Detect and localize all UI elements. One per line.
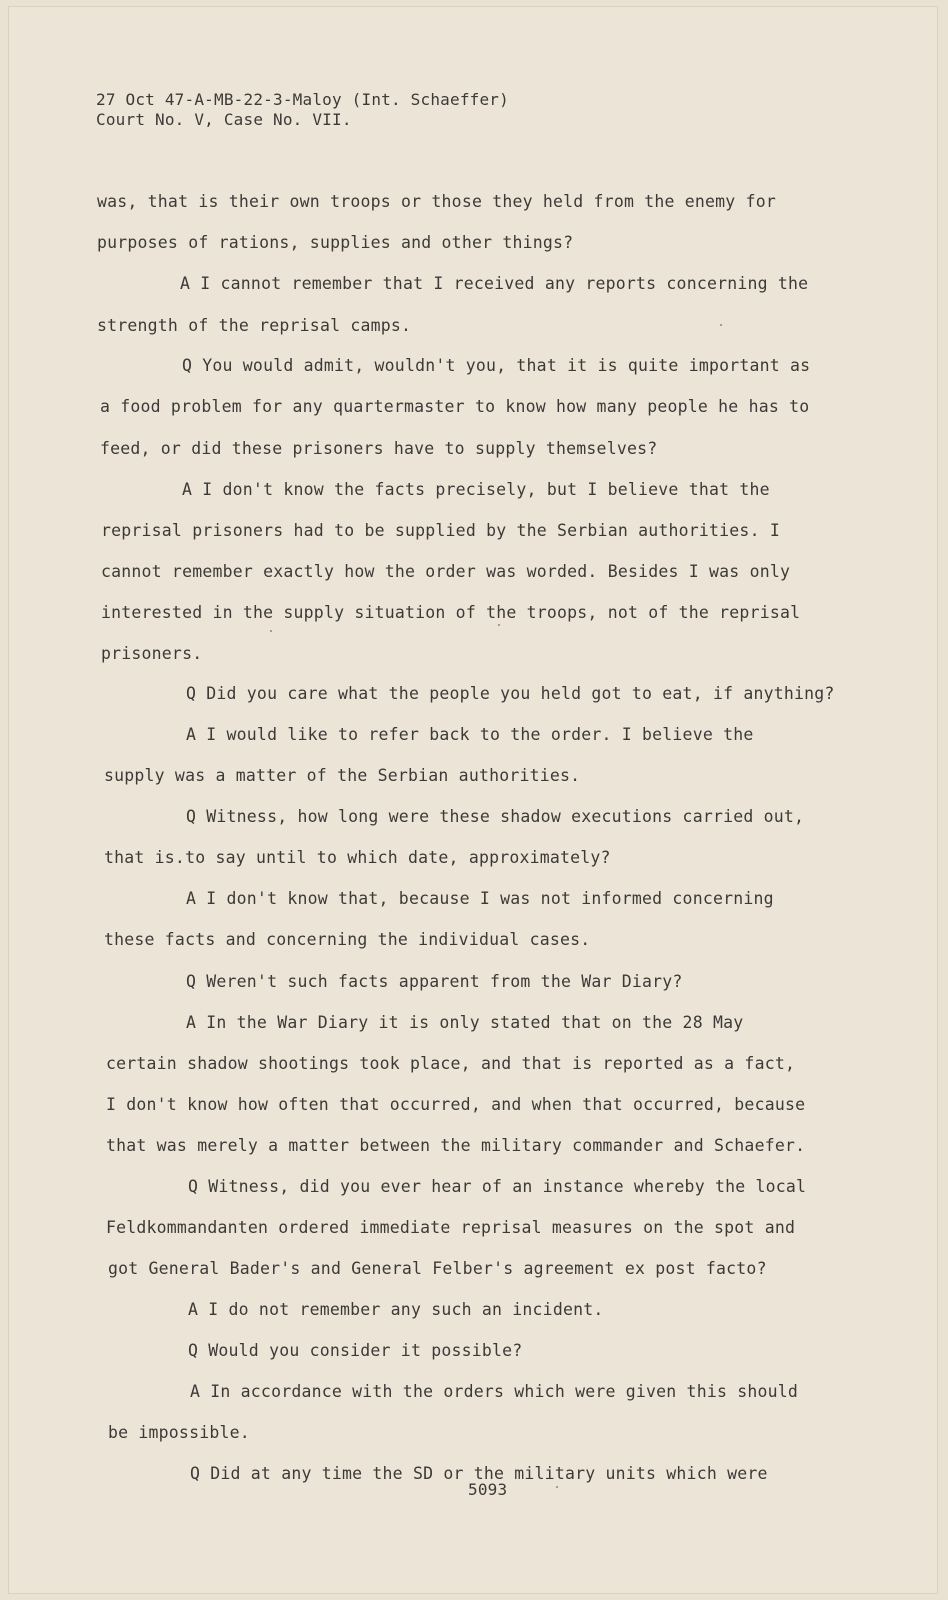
transcript-line: feed, or did these prisoners have to supply themselves? (100, 439, 658, 458)
transcript-line: was, that is their own troops or those they held from the enemy for (97, 192, 776, 211)
transcript-line: supply was a matter of the Serbian authorities. (104, 766, 581, 785)
transcript-line: Q Did you care what the people you held got to eat, if anything? (186, 684, 835, 703)
transcript-line: A I do not remember any such an incident. (188, 1300, 604, 1319)
transcript-line: got General Bader's and General Felber's agreement ex post facto? (108, 1259, 767, 1278)
transcript-line: Q Would you consider it possible? (188, 1341, 523, 1360)
page-number: 5093 (468, 1480, 508, 1499)
transcript-line: reprisal prisoners had to be supplied by the Serbian authorities. I (101, 521, 780, 540)
transcript-line: purposes of rations, supplies and other things? (97, 233, 574, 252)
transcript-line: I don't know how often that occurred, and when that occurred, because (106, 1095, 806, 1114)
transcript-line: certain shadow shootings took place, and that is reported as a fact, (106, 1054, 796, 1073)
transcript-line: A I cannot remember that I received any reports concerning the (180, 274, 809, 293)
transcript-line: that is.to say until to which date, approximately? (104, 848, 611, 867)
paper-speck (720, 324, 722, 326)
transcript-line: prisoners. (101, 644, 203, 663)
transcript-line: Q Witness, did you ever hear of an instance whereby the local (188, 1177, 807, 1196)
transcript-line: interested in the supply situation of the troops, not of the reprisal (101, 603, 801, 622)
transcript-body (8, 6, 938, 1594)
transcript-line: Q Weren't such facts apparent from the War Diary? (186, 972, 683, 991)
header-line-2: Court No. V, Case No. VII. (96, 110, 352, 129)
transcript-line: Q Witness, how long were these shadow executions carried out, (186, 807, 805, 826)
paper-speck (556, 1486, 558, 1488)
paper-speck (498, 624, 500, 626)
document-page (8, 6, 938, 1594)
transcript-line: cannot remember exactly how the order was worded. Besides I was only (101, 562, 791, 581)
transcript-line: be impossible. (108, 1423, 250, 1442)
transcript-line: A In the War Diary it is only stated that on the 28 May (186, 1013, 744, 1032)
transcript-line: strength of the reprisal camps. (97, 316, 412, 335)
header-line-1: 27 Oct 47-A-MB-22-3-Maloy (Int. Schaeffer) (96, 90, 509, 109)
transcript-line: that was merely a matter between the military commander and Schaefer. (106, 1136, 806, 1155)
transcript-line: a food problem for any quartermaster to know how many people he has to (100, 397, 810, 416)
transcript-line: A I don't know the facts precisely, but I believe that the (182, 480, 770, 499)
transcript-line: these facts and concerning the individual cases. (104, 930, 591, 949)
transcript-line: Q Did at any time the SD or the military units which were (190, 1464, 768, 1483)
transcript-line: A In accordance with the orders which were given this should (190, 1382, 799, 1401)
paper-speck (270, 630, 272, 632)
transcript-line: A I would like to refer back to the order. I believe the (186, 725, 754, 744)
transcript-line: A I don't know that, because I was not informed concerning (186, 889, 774, 908)
transcript-line: Feldkommandanten ordered immediate reprisal measures on the spot and (106, 1218, 796, 1237)
transcript-line: Q You would admit, wouldn't you, that it is quite important as (182, 356, 811, 375)
